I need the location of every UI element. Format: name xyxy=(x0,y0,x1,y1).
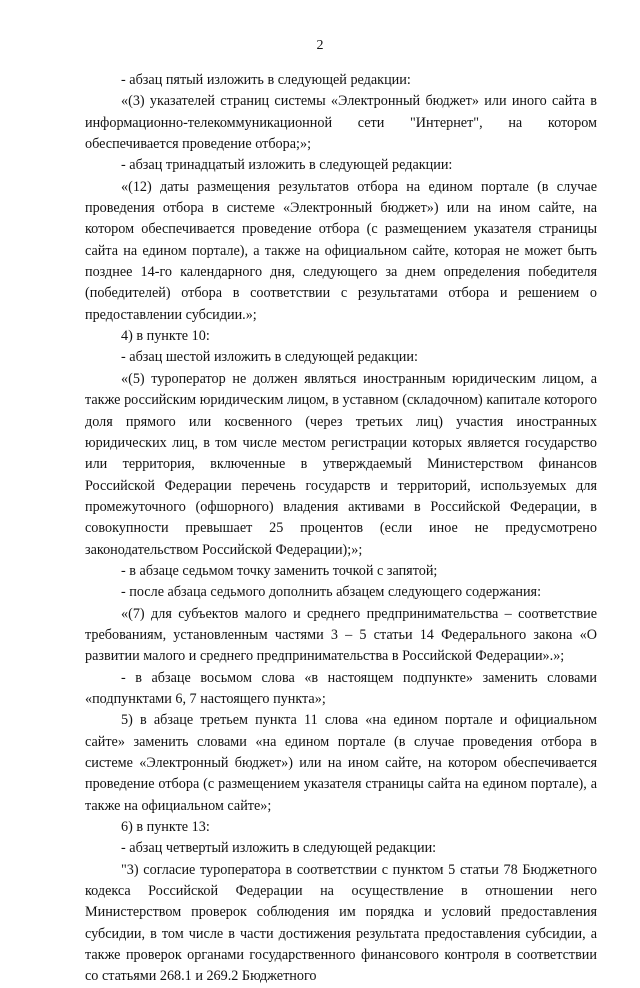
paragraph-abzac-6-heading: - абзац шестой изложить в следующей редакции: xyxy=(121,349,418,366)
paragraph-item-7-small-business: «(7) для субъектов малого и среднего предпринимательства – соответствие требованиям, установленным частями 3 – 5 статьи 14 Федерального закона «О развитии малого и среднего предпринимательства в Российской Федерации».»; xyxy=(85,605,597,665)
paragraph-abzac-13-heading: - абзац тринадцатый изложить в следующей редакции: xyxy=(121,157,453,174)
paragraph-point-11-replace: 5) в абзаце третьем пункта 11 слова «на едином портале и официальном сайте» заменить словами «на едином портале (в случае проведения отбора в системе «Электронный бюджет») или на ином сайте, на котором обеспечивается проведение отбора (с размещением указателя страницы сайта на едином портале), а также на официальном сайте»; xyxy=(85,712,597,814)
paragraph-abzac-5-heading: - абзац пятый изложить в следующей редакции: xyxy=(121,72,411,88)
page-number: 2 xyxy=(316,38,324,53)
paragraph-point-10-heading: 4) в пункте 10: xyxy=(121,328,210,345)
document-body xyxy=(85,70,597,988)
paragraph-item-3-pointers: «(3) указателей страниц системы «Электронный бюджет» или иного сайта в информационно-телекоммуникационной сети "Интернет", на котором обеспечивается проведение отбора;»; xyxy=(85,93,597,153)
paragraph-item-12-dates: «(12) даты размещения результатов отбора на едином портале (в случае проведения отбора в системе «Электронный бюджет») или на ином сайте, на котором обеспечивается проведение отбора (с размещением указателя страницы сайта на едином портале), а также на официальном сайте, которая не может быть позднее 14-го календарного дня, следующего за днем определения победителя (победителей) отбора в соответствии с результатами отбора и решением о предоставлении субсидии.»; xyxy=(85,178,597,323)
paragraph-abzac-7-semicolon: - в абзаце седьмом точку заменить точкой с запятой; xyxy=(121,562,438,579)
paragraph-item-3-consent: "3) согласие туроператора в соответствии с пунктом 5 статьи 78 Бюджетного кодекса Российской Федерации на осуществление в отношении него Министерством проверок соблюдения им порядка и условий предоставления субсидии, в том числе в части достижения результата предоставления субсидии, а также проверок органами государственного финансового контроля в соответствии со статьями 268.1 и 269.2 Бюджетного xyxy=(85,861,597,985)
paragraph-item-5-tour-operator: «(5) туроператор не должен являться иностранным юридическим лицом, а также российским юридическим лицом, в уставном (складочном) капитале которого доля прямого или косвенного (через третьих лиц) участия иностранных юридических лиц, в том числе местом регистрации которых является государство или территория, включенные в утверждаемый Министерством финансов Российской Федерации перечень государств и территорий, используемых для промежуточного (офшорного) владения активами в Российской Федерации, в совокупности превышает 25 процентов (если иное не предусмотрено законодательством Российской Федерации);»; xyxy=(85,370,597,558)
paragraph-after-abzac-7: - после абзаца седьмого дополнить абзацем следующего содержания: xyxy=(121,584,542,601)
paragraph-point-13-heading: 6) в пункте 13: xyxy=(121,819,210,836)
paragraph-abzac-8-replace: - в абзаце восьмом слова «в настоящем подпункте» заменить словами «подпунктами 6, 7 настоящего пункта»; xyxy=(85,669,597,707)
paragraph-abzac-4-heading: - абзац четвертый изложить в следующей редакции: xyxy=(121,840,437,857)
